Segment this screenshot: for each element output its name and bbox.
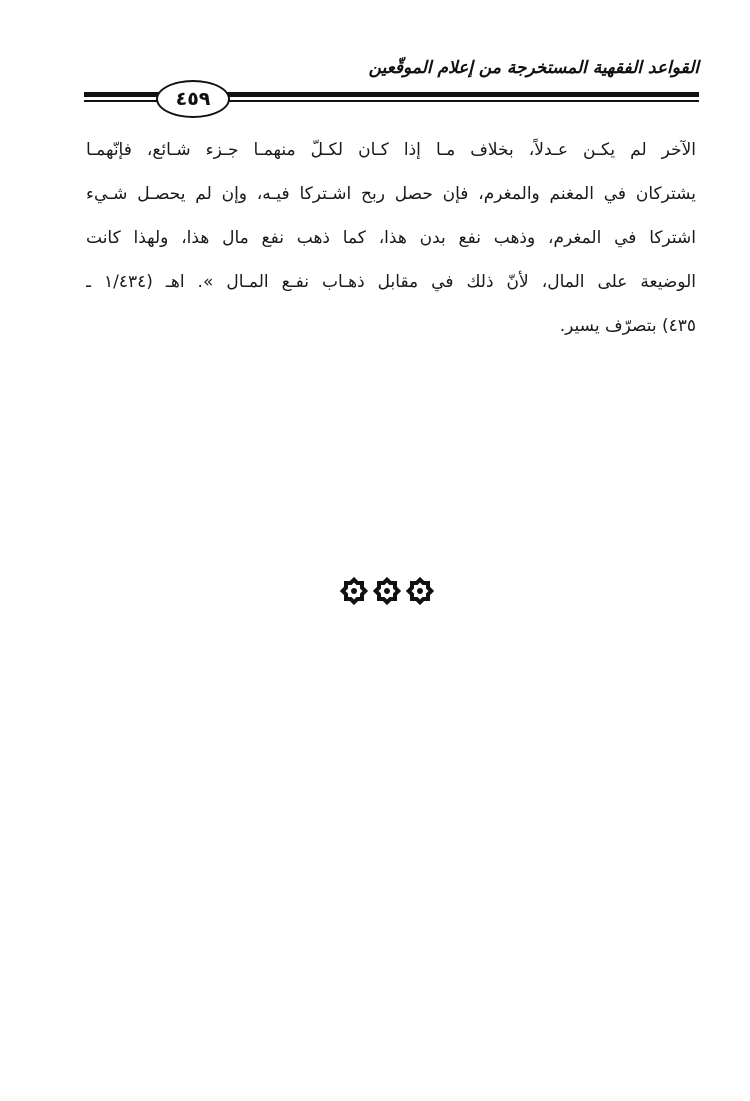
star-ornament-icon [339, 576, 369, 606]
running-title: القواعد الفقهية المستخرجة من إعلام الموقّعين [368, 58, 699, 78]
page-header [84, 56, 699, 116]
star-ornament-icon [372, 576, 402, 606]
page-number: ٤٥٩ [156, 80, 230, 118]
text-line: اشتركا في المغرم، وذهب نفع بدن هذا، كما ذهب نفع مال هذا، ولهذا كانت [86, 228, 696, 248]
text-line: الوضيعة على المال، لأنّ ذلك في مقابل ذهـاب نفـع المـال ». اهـ (١/٤٣٤ ـ [86, 272, 696, 292]
star-ornament-icon [405, 576, 435, 606]
text-line: ٤٣٥) بتصرّف يسير. [559, 316, 696, 336]
text-line: الآخر لم يكـن عـدلاً، بخلاف مـا إذا كـان لكـلّ منهمـا جـزء شـائع، فإنّهمـا [86, 140, 696, 160]
text-line: يشتركان في المغنم والمغرم، فإن حصل ربح اشـتركا فيـه، وإن لم يحصـل شـيء [86, 184, 696, 204]
body-text [86, 128, 696, 348]
three-star-ornament-icon [339, 576, 439, 610]
